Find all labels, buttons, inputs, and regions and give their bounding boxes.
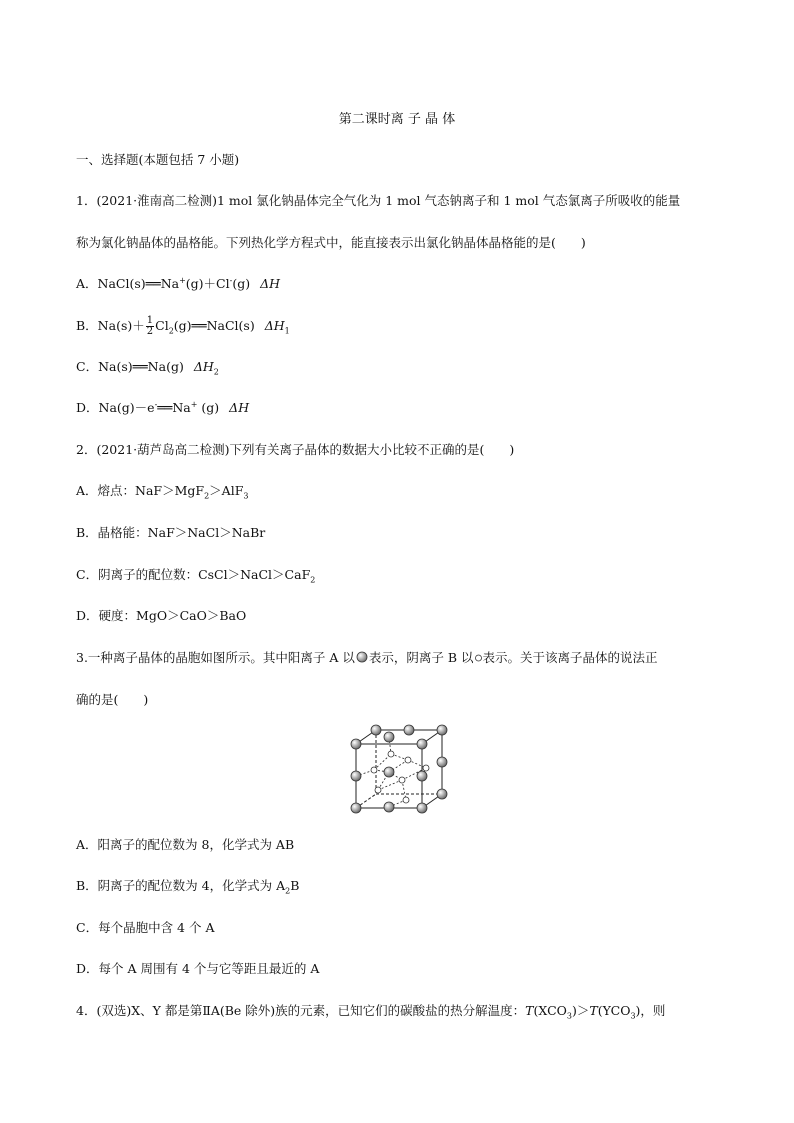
page-title: 第二课时离 子 晶 体 xyxy=(338,112,456,127)
q1-stem-line2: 称为氯化钠晶体的晶格能。下列热化学方程式中，能直接表示出氯化钠晶体晶格能的是( ) xyxy=(76,235,586,250)
q3-stem-line1: 3.一种离子晶体的晶胞如图所示。其中阳离子 A 以 表示，阴离子 B 以 表示。关于该离子晶体的说法正 xyxy=(76,650,658,665)
fraction-half: $\frac{1}{2}$ xyxy=(146,315,154,337)
q3-option-d: D．每个 A 周围有 4 个与它等距且最近的 A xyxy=(76,961,320,976)
small-sphere-icon xyxy=(474,651,483,663)
q3-option-b: B．阴离子的配位数为 4，化学式为 $A_2B$ xyxy=(76,878,300,896)
q2-option-c: C．阴离子的配位数：CsCl＞NaCl＞CaF$_2$ xyxy=(76,567,316,585)
large-sphere-icon xyxy=(355,651,369,663)
q2-option-b: B．晶格能：NaF＞NaCl＞NaBr xyxy=(76,525,266,540)
crystal-unit-cell-figure xyxy=(346,720,452,818)
q3-stem-line2: 确的是( ) xyxy=(76,692,149,707)
q1-option-b: B．Na(s)＋ $\frac{1}{2}$ $Cl_2(g)══NaCl(s)$ $\Delta H_1$ xyxy=(76,315,290,337)
q3-option-a: A．阳离子的配位数为 8，化学式为 AB xyxy=(76,837,295,852)
q1-stem-line1: 1．(2021·淮南高二检测)1 mol 氯化钠晶体完全气化为 1 mol 气态钠离子和 1 mol 气态氯离子所吸收的能量 xyxy=(76,193,681,208)
q2-stem: 2．(2021·葫芦岛高二检测)下列有关离子晶体的数据大小比较不正确的是( ) xyxy=(76,442,515,457)
q2-option-d: D．硬度：MgO＞CaO＞BaO xyxy=(76,608,247,623)
section-heading: 一、选择题(本题包括 7 小题) xyxy=(76,152,240,167)
q1-option-a: A．NaCl(s)══Na+(g)＋Cl-(g) ΔH xyxy=(76,275,281,291)
q4-stem: 4．(双选)X、Y 都是第ⅡA(Be 除外)族的元素，已知它们的碳酸盐的热分解温度：$T(XCO_3)>T(YCO_3)$，则 xyxy=(76,1003,666,1021)
q1-option-c: C．Na(s)══Na(g) $\Delta H_2$ xyxy=(76,359,219,377)
q3-option-c: C．每个晶胞中含 4 个 A xyxy=(76,920,215,935)
q2-option-a: A．熔点：NaF＞MgF$_2$＞AlF$_3$ xyxy=(76,483,249,501)
q1-option-d: D．Na(g)－e-══Na+ (g) ΔH xyxy=(76,399,250,415)
